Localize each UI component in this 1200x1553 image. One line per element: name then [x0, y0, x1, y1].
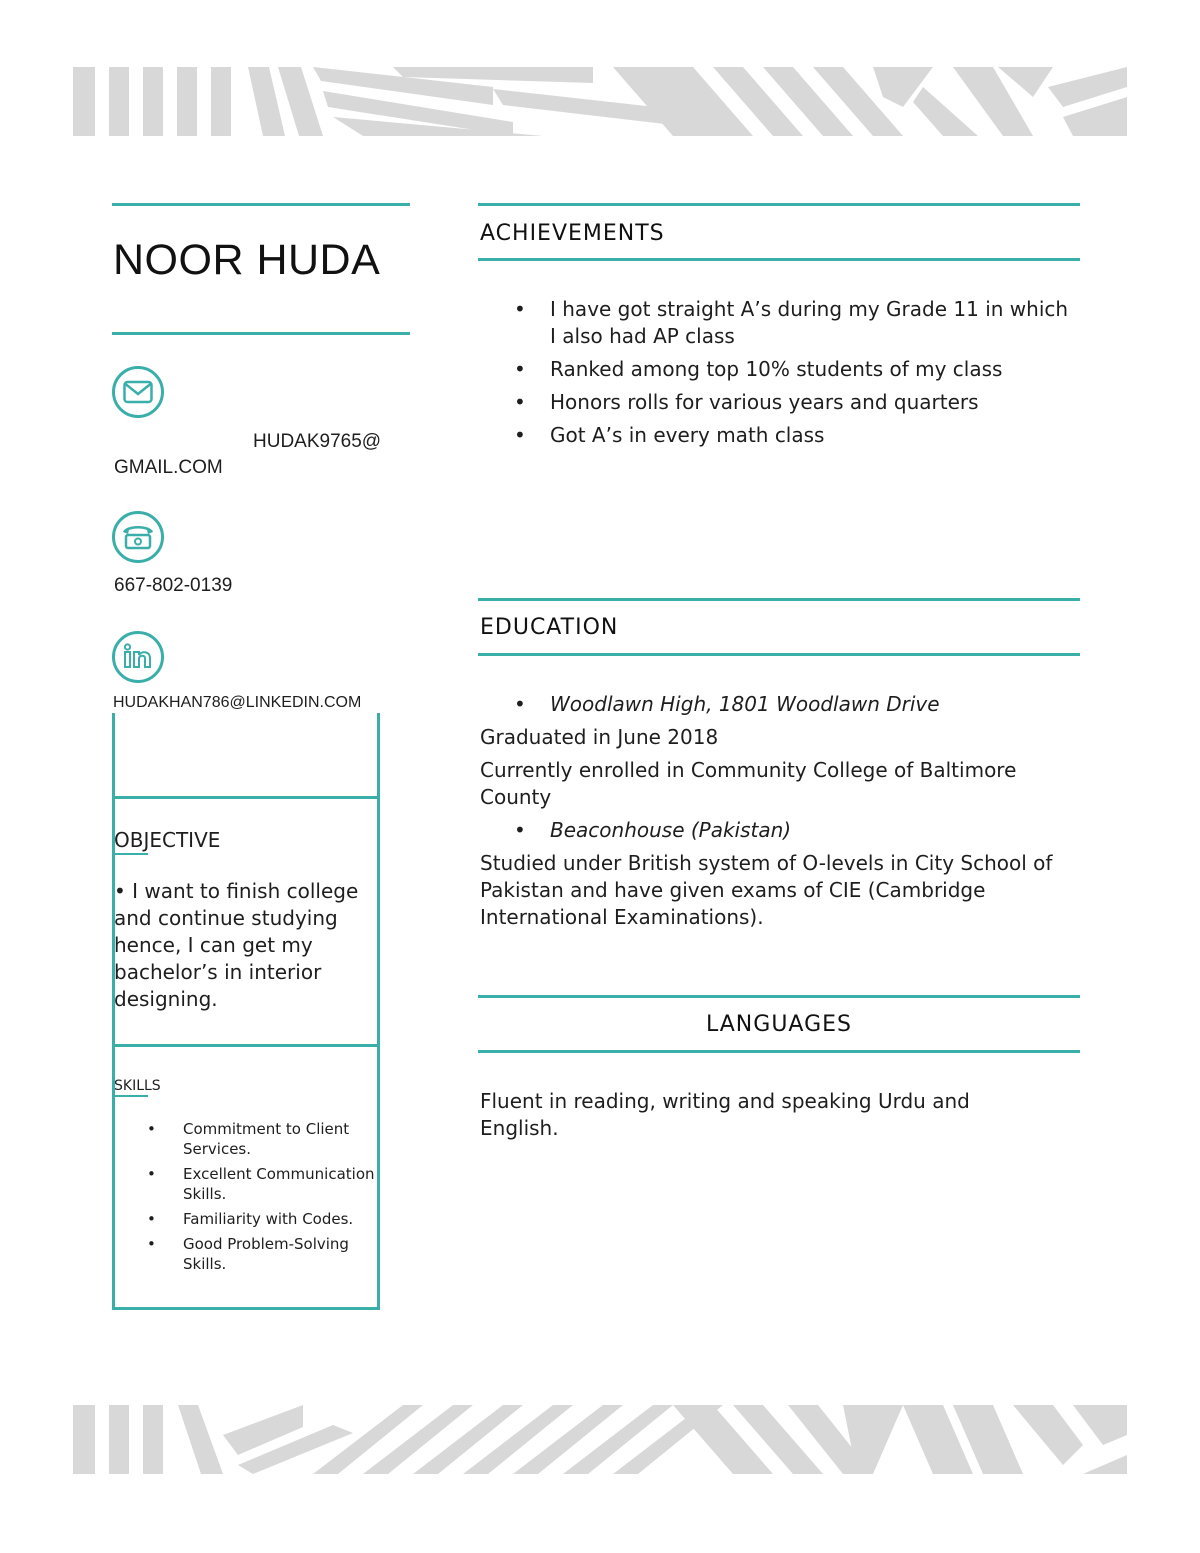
skill-item: • Familiarity with Codes. [147, 1209, 379, 1229]
candidate-name: NOOR HUDA [113, 236, 381, 284]
skill-item: • Excellent Communication Skills. [147, 1164, 379, 1204]
name-top-rule [112, 203, 410, 206]
envelope-icon [111, 365, 165, 419]
achievements-heading: ACHIEVEMENTS [480, 221, 665, 246]
skills-heading-underline [114, 1095, 148, 1097]
achievement-item: • Honors rolls for various years and quarters [480, 389, 1080, 416]
objective-heading-underline [114, 853, 148, 855]
achievement-item: • I have got straight A’s during my Grade 11 in which I also had AP class [480, 296, 1080, 350]
name-bottom-rule [112, 332, 410, 335]
education-line: Currently enrolled in Community College of Baltimore County [480, 758, 1017, 809]
decorative-pattern-bottom [73, 1405, 1127, 1474]
achievement-item: • Ranked among top 10% students of my class [480, 356, 1080, 383]
school-name: • Beaconhouse (Pakistan) [480, 817, 1080, 844]
languages-bottom-rule [478, 1050, 1080, 1053]
education-line: Studied under British system of O-levels in City School of Pakistan and have given exams of CIE (Cambridge International Examinations). [480, 851, 1053, 929]
education-top-rule [478, 598, 1080, 601]
telephone-icon [111, 510, 165, 564]
skill-item: • Good Problem-Solving Skills. [147, 1234, 379, 1274]
education-school-1 [480, 691, 1080, 724]
skills-heading: SKILLS [114, 1078, 161, 1094]
linkedin-url: HUDAKHAN786@LINKEDIN.COM [113, 694, 362, 711]
email-line-1: HUDAK9765@ [253, 431, 382, 452]
email-line-2: GMAIL.COM [114, 457, 223, 478]
achievements-list [480, 296, 1080, 455]
achievements-bottom-rule [478, 258, 1080, 261]
school-name: • Woodlawn High, 1801 Woodlawn Drive [480, 691, 1080, 718]
education-school-2 [480, 817, 1080, 850]
objective-heading: OBJECTIVE [114, 828, 221, 852]
languages-text: Fluent in reading, writing and speaking Urdu and English. [480, 1089, 970, 1140]
decorative-pattern-top [73, 67, 1127, 136]
phone-number: 667-802-0139 [114, 575, 233, 596]
skills-list [147, 1119, 379, 1279]
education-bottom-rule [478, 653, 1080, 656]
education-line: Graduated in June 2018 [480, 725, 719, 749]
languages-top-rule [478, 995, 1080, 998]
languages-heading: LANGUAGES [706, 1012, 852, 1037]
achievements-top-rule [478, 203, 1080, 206]
education-heading: EDUCATION [480, 615, 619, 640]
skills-top-divider [112, 1044, 380, 1047]
objective-text: • I want to finish college and continue studying hence, I can get my bachelor’s in interior designing. [114, 879, 359, 1011]
achievement-item: • Got A’s in every math class [480, 422, 1080, 449]
objective-top-divider [112, 796, 380, 799]
skill-item: • Commitment to Client Services. [147, 1119, 379, 1159]
linkedin-icon [111, 630, 165, 684]
